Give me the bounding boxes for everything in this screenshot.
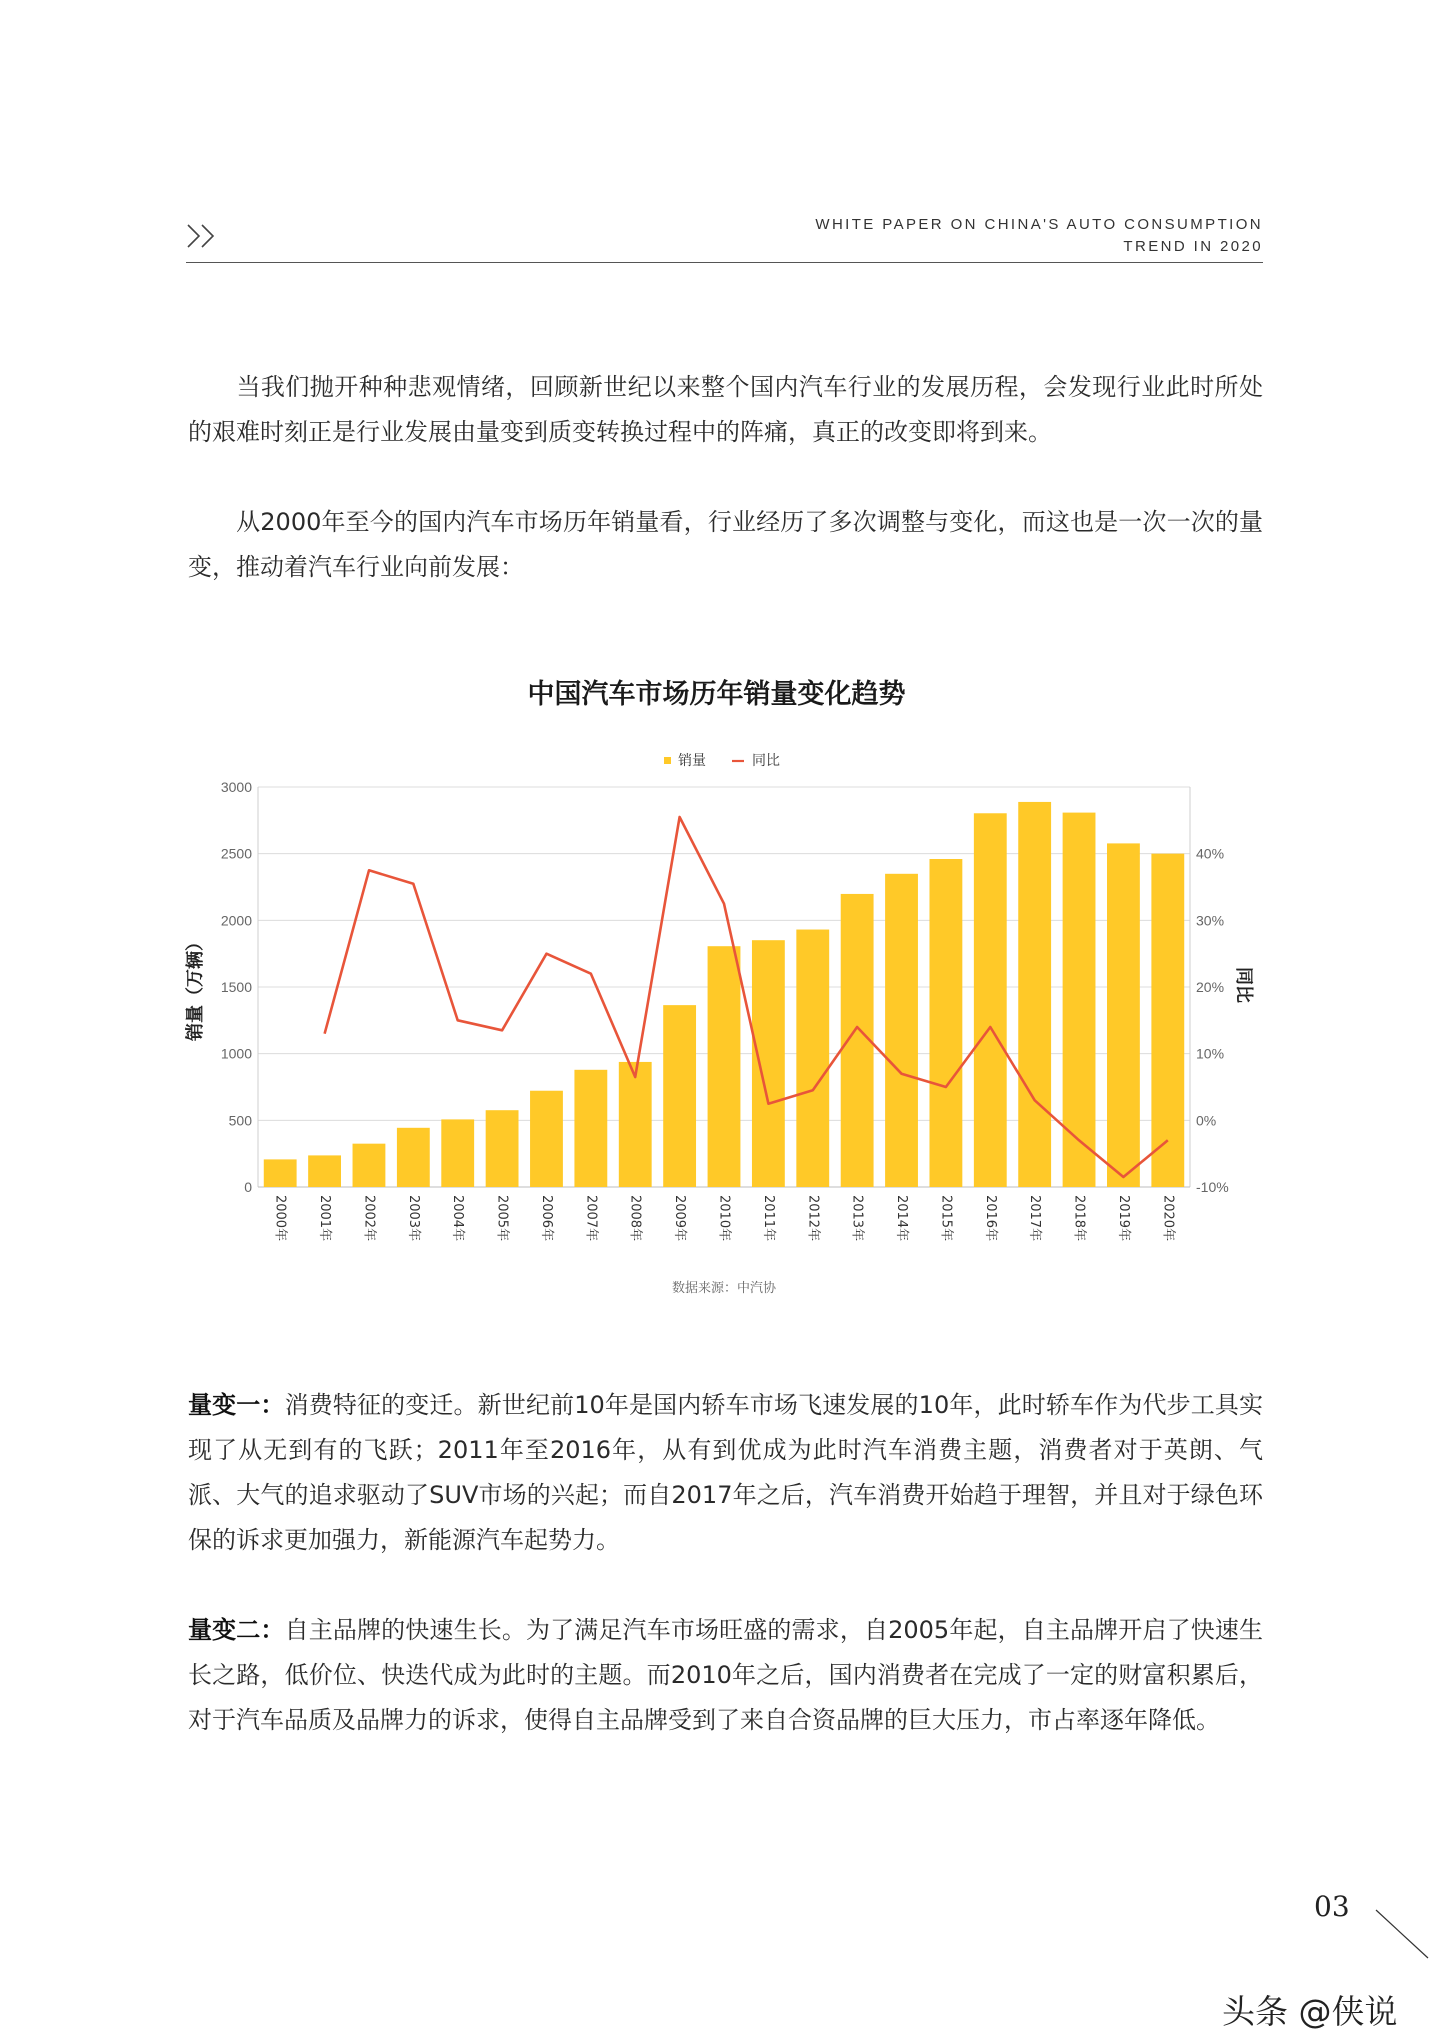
bar [796,930,829,1187]
paragraph-intro-text: 当我们抛开种种悲观情绪，回顾新世纪以来整个国内汽车行业的发展历程，会发现行业此时所处的艰难时刻正是行业发展由量变到质变转换过程中的阵痛，真正的改变即将到来。 [188,373,1263,446]
x-tick-label: 2004年 [450,1195,466,1241]
bar [1151,854,1184,1187]
paragraph-change-one-text: 消费特征的变迁。新世纪前10年是国内轿车市场飞速发展的10年，此时轿车作为代步工具实现了从无到有的飞跃；2011年至2016年，从有到优成为此时汽车消费主题，消费者对于英朗、气派、大气的追求驱动了SUV市场的兴起；而自2017年之后，汽车消费开始趋于理智，并且对于绿色环保的诉求更加强力，新能源汽车起势力。 [188,1391,1263,1554]
y-tick-label: 1500 [221,979,252,995]
y-tick-label: 0 [244,1179,252,1195]
bar [1107,843,1140,1187]
bar [308,1155,341,1187]
y2-tick-label: 30% [1196,912,1224,928]
y2-tick-label: 40% [1196,846,1224,862]
x-tick-label: 2007年 [583,1195,599,1241]
x-tick-label: 2011年 [761,1195,777,1241]
bar [885,874,918,1187]
x-tick-label: 2015年 [938,1195,954,1241]
legend-label-bar: 销量 [678,752,706,769]
paragraph-change-two-lead: 量变二： [188,1616,285,1644]
x-tick-label: 2005年 [495,1195,511,1241]
bar [397,1128,430,1187]
y2-tick-label: 20% [1196,979,1224,995]
paragraph-change-two [188,1608,1263,1743]
bar [530,1091,563,1187]
x-tick-label: 2019年 [1116,1195,1132,1241]
legend-label-line: 同比 [752,753,780,769]
x-tick-label: 2018年 [1072,1195,1088,1241]
bar [752,940,785,1187]
x-tick-label: 2000年 [273,1195,289,1241]
x-tick-label: 2003年 [406,1195,422,1241]
x-tick-label: 2013年 [850,1195,866,1241]
source-note: 数据来源：中汽协 [672,1280,777,1296]
bar [574,1070,607,1187]
y-tick-label: 2000 [221,912,252,928]
y-tick-label: 1000 [221,1046,252,1062]
bar [663,1005,696,1187]
bar [353,1144,386,1187]
header-title-line2: TREND IN 2020 [815,236,1263,258]
bar [264,1159,297,1187]
paragraph-change-one [188,1383,1263,1563]
y2-tick-label: 10% [1196,1046,1224,1062]
header-title-line1: WHITE PAPER ON CHINA'S AUTO CONSUMPTION [815,214,1263,236]
y-tick-label: 2500 [221,846,252,862]
y2-axis-title: 同比 [1233,967,1255,1003]
paragraph-change-two-text: 自主品牌的快速生长。为了满足汽车市场旺盛的需求，自2005年起，自主品牌开启了快速生长之路，低价位、快迭代成为此时的主题。而2010年之后，国内消费者在完成了一定的财富积累后，对于汽车品质及品牌力的诉求，使得自主品牌受到了来自合资品牌的巨大压力，市占率逐年降低。 [188,1616,1263,1734]
paragraph-sales-history-text: 从2000年至今的国内汽车市场历年销量看，行业经历了多次调整与变化，而这也是一次一次的量变，推动着汽车行业向前发展： [188,508,1263,581]
x-tick-label: 2014年 [894,1195,910,1241]
x-tick-label: 2001年 [317,1195,333,1241]
x-tick-label: 2016年 [983,1195,999,1241]
y-axis-title: 销量（万辆） [184,933,206,1041]
x-tick-label: 2002年 [361,1195,377,1241]
x-tick-label: 2008年 [628,1195,644,1241]
x-tick-label: 2010年 [717,1195,733,1241]
y-tick-label: 500 [229,1112,253,1128]
corner-diagonal-line [1374,1908,1430,1960]
y-tick-label: 3000 [221,779,252,795]
legend-swatch-bar [664,757,671,764]
watermark: 头条 @侠说 [1222,1986,1398,2033]
y2-tick-label: 0% [1196,1112,1216,1128]
bar [619,1062,652,1187]
bar [708,946,741,1187]
bar [1018,802,1051,1187]
bar [974,813,1007,1187]
y2-tick-label: -10% [1196,1179,1229,1195]
x-tick-label: 2020年 [1160,1195,1176,1241]
bar [441,1119,474,1187]
paragraph-change-one-lead: 量变一： [188,1391,285,1419]
x-tick-label: 2017年 [1027,1195,1043,1241]
bar [929,859,962,1187]
x-tick-label: 2009年 [672,1195,688,1241]
x-tick-label: 2012年 [805,1195,821,1241]
bar [486,1110,519,1187]
x-tick-label: 2006年 [539,1195,555,1241]
chart-title: 中国汽车市场历年销量变化趋势 [0,672,1433,711]
page-number: 03 [1314,1890,1350,1923]
